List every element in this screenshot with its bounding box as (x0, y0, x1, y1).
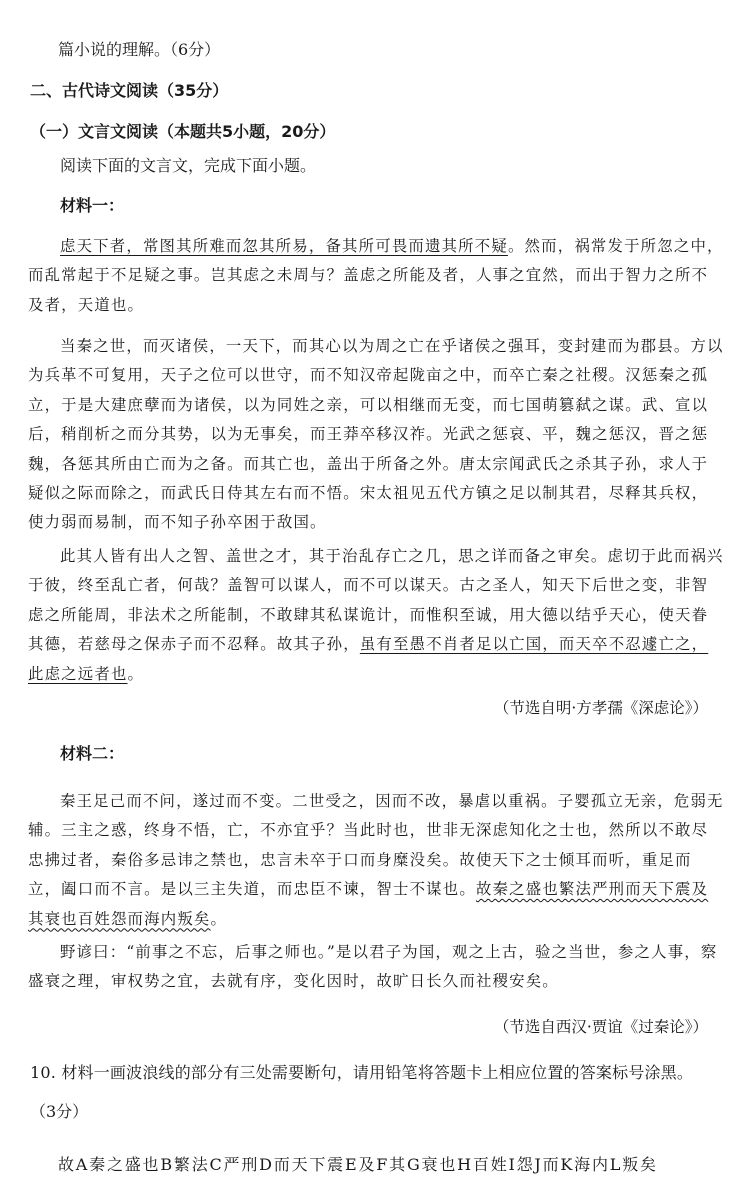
previous-question-tail: 篇小说的理解。（6分） (58, 40, 221, 59)
punctuation: 。 (127, 664, 145, 683)
question-10-score: （3分） (30, 1102, 89, 1121)
paragraph-text: 。然而，祸常发于所忽之中，而乱常起于不足疑之事。岂其虑之未周与？盖虑之所能及者，人事之宜然，而出于智力之所不及者，天道也。 (28, 237, 724, 314)
material-one-source: （节选自明·方孝孺《深虑论》） (493, 699, 708, 717)
material-one-paragraph-3 (0, 542, 750, 689)
wavy-underlined-passage: 故秦之盛也繁法严刑而天下震及其衰也百姓怨而海内叛矣 (28, 880, 709, 928)
question-10-prompt: 10. 材料一画波浪线的部分有三处需要断句，请用铅笔将答题卡上相应位置的答案标号涂黑。 (30, 1063, 694, 1082)
paragraph-text: 当秦之世，而灭诸侯，一天下，而其心以为周之亡在乎诸侯之强耳，变封建而为郡县。方以为兵革不可复用，天子之位可以世守，而不知汉帝起陇亩之中，而卒亡秦之社稷。汉惩秦之孤立，于是大建庶孽而为诸侯，以为同姓之亲，可以相继而无变，而七国萌篡弑之谋。武、宣以后，稍削析之而分其势，以为无事矣，而王莽卒移汉祚。光武之惩哀、平，魏之惩汉，晋之惩魏，各惩其所由亡而为之备。而其亡也，盖出于所备之外。唐太宗闻武氏之杀其子孙，求人于疑似之际而除之，而武氏日侍其左右而不悟。宋太祖见五代方镇之足以制其君，尽释其兵权，使力弱而易制，而不知子孙卒困于敌国。 (28, 337, 724, 532)
reading-instruction: 阅读下面的文言文，完成下面小题。 (60, 156, 317, 175)
material-two-paragraph-2 (0, 938, 750, 997)
material-one-label: 材料一： (60, 196, 125, 215)
underlined-sentence: 虑天下者，常图其所难而忽其所易，备其所可畏而遗其所不疑 (60, 237, 508, 255)
paragraph-text: 此其人皆有出人之智、盖世之才，其于治乱存亡之几，思之详而备之审矣。虑切于此而祸兴于彼，终至乱亡者，何哉？盖智可以谋人，而不可以谋天。古之圣人，知天下后世之变，非智虑之所能周，非法术之所能制，不敢肆其私谋诡计，而惟积至诚，用大德以结乎天心，使天眷其德，若慈母之保赤子而不忍释。故其子孙， (28, 547, 724, 654)
material-two-source: （节选自西汉·贾谊《过秦论》） (493, 1018, 708, 1036)
material-two-label: 材料二： (60, 744, 125, 763)
underlined-sentence: 虽有至愚不肖者足以亡国，而天卒不忍遽亡之，此虑之远者也 (28, 635, 709, 683)
question-10-options: 故A秦之盛也B繁法C严刑D而天下震E及F其G衰也H百姓I怨J而K海内L叛矣 (58, 1155, 658, 1174)
section-heading: 二、古代诗文阅读（35分） (30, 81, 229, 100)
material-two-paragraph-1 (0, 787, 750, 934)
paragraph-text: 野谚曰：“前事之不忘，后事之师也。”是以君子为国，观之上古，验之当世，参之人事，察盛衰之理，审权势之宜，去就有序，变化因时，故旷日长久而社稷安矣。 (28, 943, 718, 991)
material-one-paragraph-1 (0, 232, 750, 320)
paragraph-text: 秦王足己而不问，遂过而不变。二世受之，因而不改，暴虐以重祸。子婴孤立无亲，危弱无辅。三主之惑，终身不悟，亡，不亦宜乎？当此时也，世非无深虑知化之士也，然所以不敢尽忠拂过者，秦俗多忌讳之禁也，忠言未卒于口而身糜没矣。故使天下之士倾耳而听，重足而立，阖口而不言。是以三主失道，而忠臣不谏，智士不谋也。 (28, 792, 724, 899)
subsection-heading: （一）文言文阅读（本题共5小题，20分） (30, 122, 336, 141)
punctuation: 。 (210, 909, 228, 928)
material-one-paragraph-2 (0, 332, 750, 538)
